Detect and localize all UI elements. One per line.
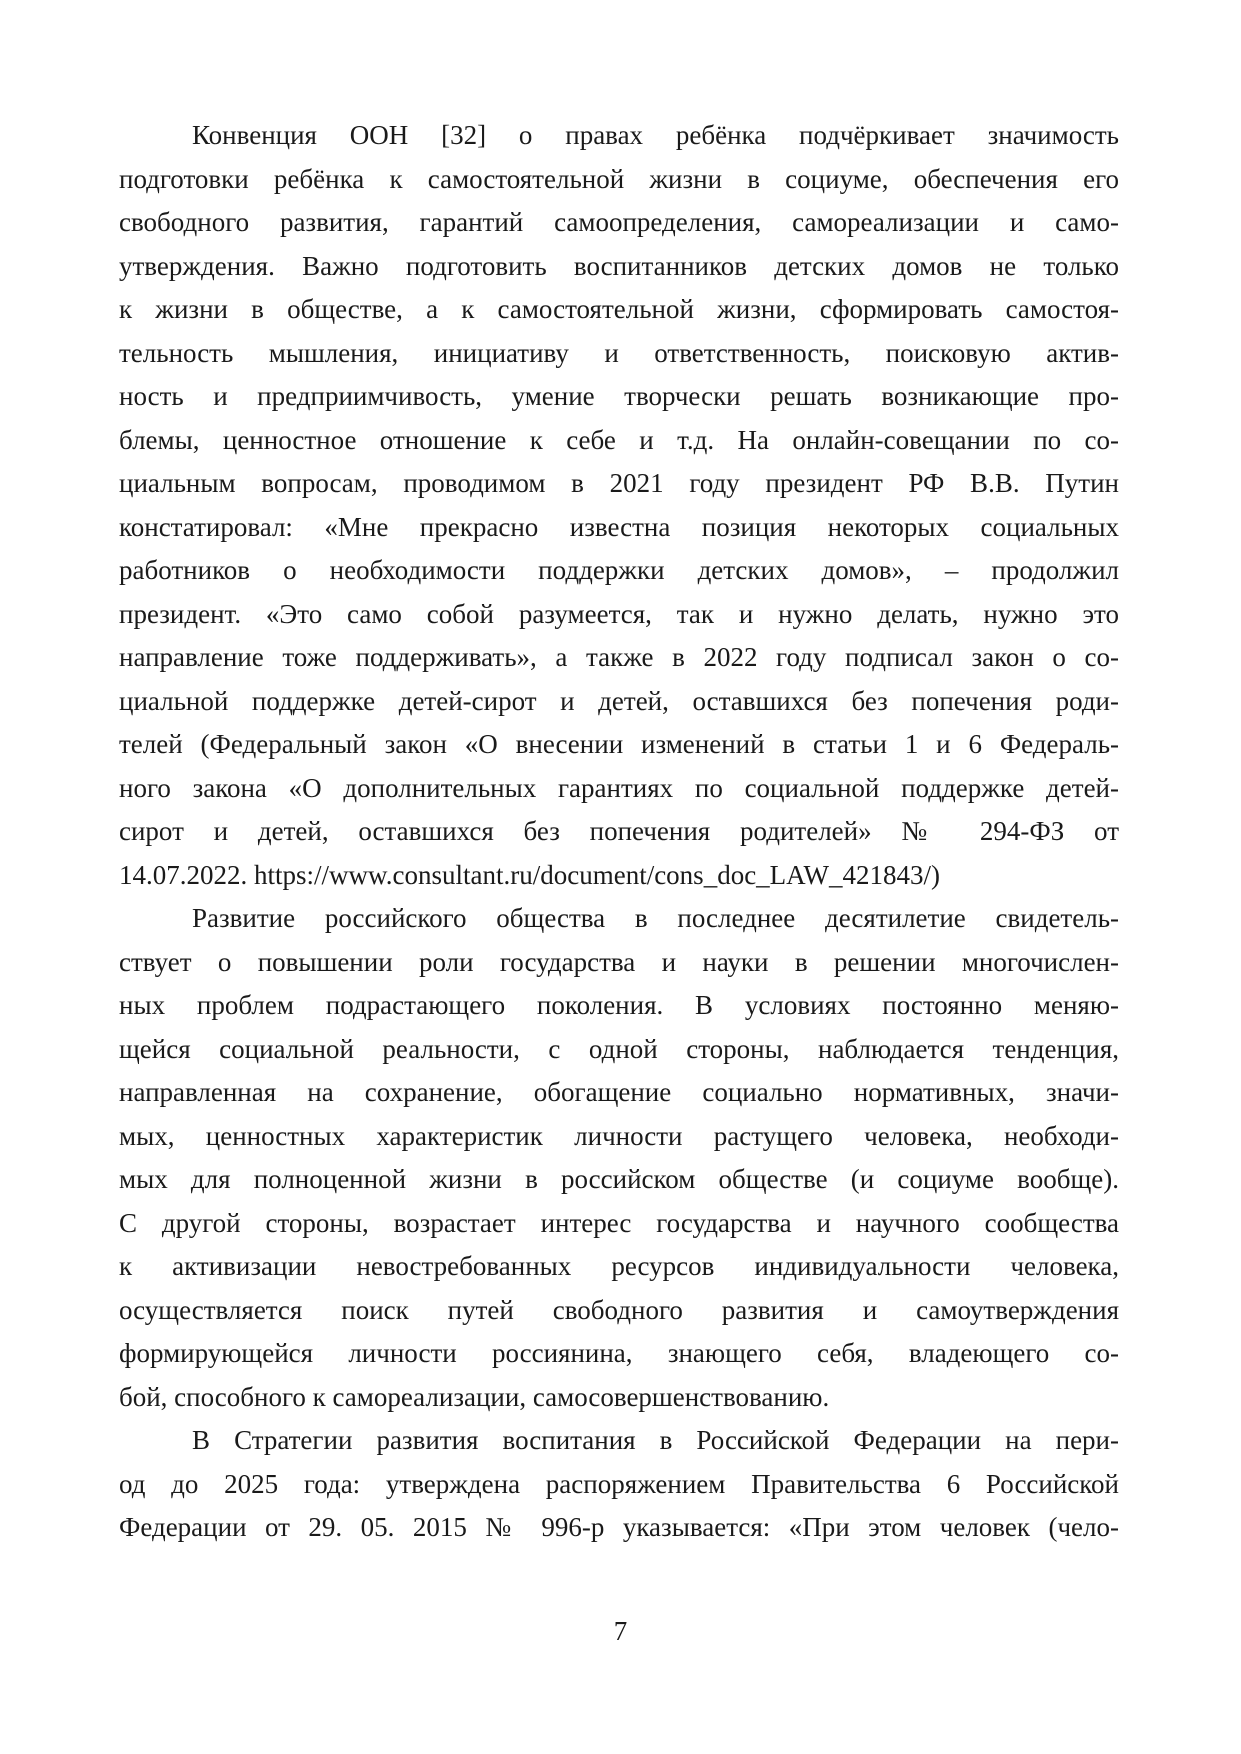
text-line: направленная на сохранение, обогащение социально нормативных, значи- [119, 1077, 1119, 1107]
text-line: работников о необходимости поддержки детских домов», – продолжил [119, 555, 1119, 585]
text-line: констатировал: «Мне прекрасно известна позиция некоторых социальных [119, 511, 1119, 542]
text-line: утверждения. Важно подготовить воспитанников детских домов не только [119, 250, 1119, 281]
text-line: к активизации невостребованных ресурсов индивидуальности человека, [119, 1251, 1119, 1281]
text-line: свободного развития, гарантий самоопределения, самореализации и само- [119, 207, 1119, 237]
text-line: телей (Федеральный закон «О внесении изменений в статьи 1 и 6 Федераль- [119, 729, 1119, 759]
text-line: тельность мышления, инициативу и ответственность, поисковую актив- [119, 337, 1119, 368]
text-line: В Стратегии развития воспитания в Российской Федерации на пери- [192, 1425, 1119, 1455]
text-line: од до 2025 года: утверждена распоряжением Правительства 6 Российской [119, 1468, 1119, 1499]
text-line: ного закона «О дополнительных гарантиях по социальной поддержке детей- [119, 772, 1119, 803]
text-line: ных проблем подрастающего поколения. В условиях постоянно меняю- [119, 990, 1119, 1020]
text-line: президент. «Это само собой разумеется, так и нужно делать, нужно это [119, 598, 1119, 629]
body-text [119, 114, 1119, 1550]
text-line: к жизни в обществе, а к самостоятельной жизни, сформировать самостоя- [119, 294, 1119, 324]
text-line: блемы, ценностное отношение к себе и т.д. На онлайн-совещании по со- [119, 424, 1119, 455]
text-line: щейся социальной реальности, с одной стороны, наблюдается тенденция, [119, 1033, 1119, 1064]
text-line: С другой стороны, возрастает интерес государства и научного сообщества [119, 1207, 1119, 1238]
text-line: мых, ценностных характеристик личности растущего человека, необходи- [119, 1120, 1119, 1151]
text-line: осуществляется поиск путей свободного развития и самоутверждения [119, 1294, 1119, 1325]
text-line: сирот и детей, оставшихся без попечения родителей» № 294-ФЗ от [119, 816, 1119, 846]
paragraph [119, 1419, 1119, 1550]
text-line: ность и предприимчивость, умение творчески решать возникающие про- [119, 381, 1119, 411]
text-line: формирующейся личности россиянина, знающего себя, владеющего со- [119, 1338, 1119, 1368]
text-line: Развитие российского общества в последнее десятилетие свидетель- [192, 903, 1119, 933]
text-line: ствует о повышении роли государства и науки в решении многочислен- [119, 946, 1119, 977]
text-line: циальным вопросам, проводимом в 2021 году президент РФ В.В. Путин [119, 468, 1119, 498]
page-number: 7 [613, 1616, 628, 1646]
text-line: Федерации от 29. 05. 2015 № 996-р указывается: «При этом человек (чело- [119, 1512, 1119, 1542]
text-line: Конвенция ООН [32] о правах ребёнка подчёркивает значимость [192, 120, 1119, 150]
text-line: мых для полноценной жизни в российском обществе (и социуме вообще). [119, 1164, 1119, 1194]
paragraph [119, 114, 1119, 897]
paragraph [119, 897, 1119, 1419]
text-line: подготовки ребёнка к самостоятельной жизни в социуме, обеспечения его [119, 163, 1119, 194]
text-line: направление тоже поддерживать», а также в 2022 году подписал закон о со- [119, 642, 1119, 672]
text-line: 14.07.2022. https://www.consultant.ru/document/cons_doc_LAW_421843/) [119, 859, 940, 890]
text-line: бой, способного к самореализации, самосовершенствованию. [119, 1381, 830, 1412]
text-line: циальной поддержке детей-сирот и детей, оставшихся без попечения роди- [119, 685, 1119, 716]
